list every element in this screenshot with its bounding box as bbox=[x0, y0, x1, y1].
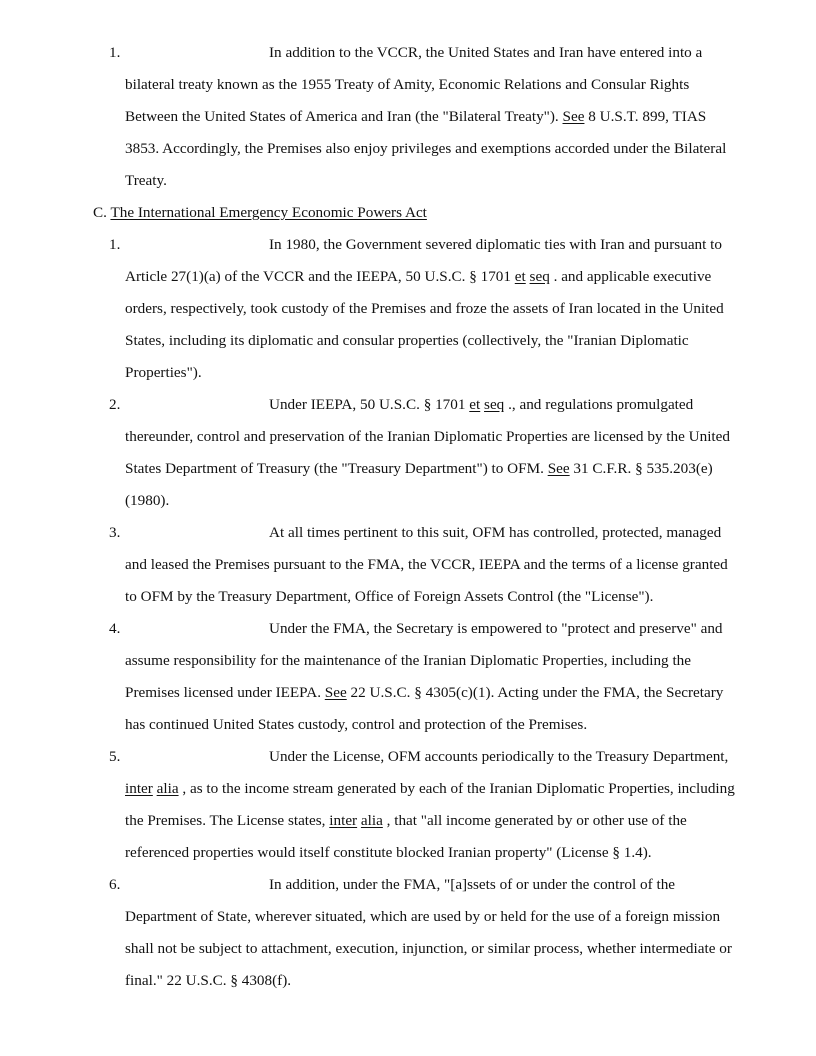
text-run: States Department of Treasury (the "Treasury Department") to OFM. bbox=[125, 460, 548, 477]
text-run: shall not be subject to attachment, execution, injunction, or similar process, whether intermediate or bbox=[125, 940, 732, 957]
citation-signal: seq bbox=[484, 396, 505, 413]
paragraph-line bbox=[125, 171, 167, 191]
paragraph-number: 2. bbox=[109, 396, 121, 413]
paragraph-line bbox=[269, 619, 723, 639]
text-run: referenced properties would itself constitute blocked Iranian property" (License § 1.4). bbox=[125, 844, 652, 861]
text-run: Properties"). bbox=[125, 364, 202, 381]
paragraph-line bbox=[125, 363, 202, 383]
paragraph-line bbox=[125, 491, 169, 511]
text-run: to OFM by the Treasury Department, Office of Foreign Assets Control (the "License"). bbox=[125, 588, 654, 605]
text-run: Between the United States of America and Iran (the "Bilateral Treaty"). bbox=[125, 108, 563, 125]
citation-signal: seq bbox=[529, 268, 550, 285]
paragraph-line bbox=[125, 299, 724, 319]
text-run: thereunder, control and preservation of the Iranian Diplomatic Properties are licensed by the United bbox=[125, 428, 730, 445]
text-run: Under the FMA, the Secretary is empowered to "protect and preserve" and bbox=[269, 620, 723, 637]
text-run: Premises licensed under IEEPA. bbox=[125, 684, 325, 701]
text-run: and leased the Premises pursuant to the FMA, the VCCR, IEEPA and the terms of a license granted bbox=[125, 556, 728, 573]
paragraph-line bbox=[125, 555, 728, 575]
text-run: the Premises. The License states, bbox=[125, 812, 330, 829]
citation-signal: See bbox=[562, 108, 585, 125]
citation-signal: See bbox=[324, 684, 347, 701]
citation-signal: inter bbox=[125, 780, 153, 797]
text-run: Under IEEPA, 50 U.S.C. § 1701 bbox=[269, 396, 470, 413]
citation-signal: See bbox=[547, 460, 570, 477]
text-run: 31 C.F.R. § 535.203(e) bbox=[569, 460, 713, 477]
paragraph-line bbox=[125, 939, 732, 959]
text-run: 3853. Accordingly, the Premises also enjoy privileges and exemptions accorded under the Bilateral bbox=[125, 140, 727, 157]
paragraph-line bbox=[125, 427, 730, 447]
text-run: bilateral treaty known as the 1955 Treaty of Amity, Economic Relations and Consular Rights bbox=[125, 76, 690, 93]
paragraph-line bbox=[125, 843, 652, 863]
paragraph-line bbox=[125, 267, 711, 287]
text-run: , as to the income stream generated by each of the Iranian Diplomatic Properties, including bbox=[178, 780, 735, 797]
citation-signal: alia bbox=[360, 812, 383, 829]
paragraph-number: 5. bbox=[109, 748, 121, 765]
text-run: final." 22 U.S.C. § 4308(f). bbox=[125, 972, 292, 989]
paragraph-line bbox=[125, 75, 689, 95]
citation-signal: alia bbox=[156, 780, 179, 797]
paragraph-line bbox=[125, 811, 687, 831]
paragraph-number: 1. bbox=[109, 44, 121, 61]
text-run: In addition to the VCCR, the United States and Iran have entered into a bbox=[269, 44, 703, 61]
paragraph-line bbox=[125, 971, 291, 991]
paragraph-line bbox=[125, 587, 653, 607]
paragraph-line bbox=[269, 747, 728, 767]
text-run: . and applicable executive bbox=[549, 268, 712, 285]
paragraph-line bbox=[125, 779, 735, 799]
text-run: In addition, under the FMA, "[a]ssets of or under the control of the bbox=[269, 876, 676, 893]
paragraph-line bbox=[269, 43, 702, 63]
section-heading-label: C. bbox=[93, 204, 111, 221]
section-heading bbox=[93, 203, 427, 223]
text-run: assume responsibility for the maintenance of the Iranian Diplomatic Properties, including the bbox=[125, 652, 692, 669]
paragraph-line bbox=[125, 459, 713, 479]
paragraph-number: 4. bbox=[109, 620, 121, 637]
text-run: States, including its diplomatic and consular properties (collectively, the "Iranian Diplomatic bbox=[125, 332, 689, 349]
text-run: In 1980, the Government severed diplomatic ties with Iran and pursuant to bbox=[269, 236, 722, 253]
citation-signal: et bbox=[514, 268, 526, 285]
paragraph-number: 3. bbox=[109, 524, 121, 541]
paragraph-line bbox=[125, 683, 723, 703]
text-run: , that "all income generated by or other use of the bbox=[382, 812, 687, 829]
citation-signal: inter bbox=[329, 812, 358, 829]
paragraph-line bbox=[125, 331, 689, 351]
text-run: ., and regulations promulgated bbox=[504, 396, 694, 413]
paragraph-number: 1. bbox=[109, 236, 121, 253]
paragraph-line bbox=[269, 395, 693, 415]
paragraph-line bbox=[125, 907, 720, 927]
text-run: (1980). bbox=[125, 492, 170, 509]
text-run: 8 U.S.T. 899, TIAS bbox=[584, 108, 707, 125]
paragraph-line bbox=[269, 235, 722, 255]
text-run: At all times pertinent to this suit, OFM has controlled, protected, managed bbox=[269, 524, 722, 541]
text-run: Under the License, OFM accounts periodically to the Treasury Department, bbox=[269, 748, 729, 765]
text-run: Treaty. bbox=[125, 172, 167, 189]
citation-signal: et bbox=[469, 396, 481, 413]
paragraph-line bbox=[125, 107, 706, 127]
text-run: 22 U.S.C. § 4305(c)(1). Acting under the FMA, the Secretary bbox=[346, 684, 724, 701]
text-run: has continued United States custody, control and protection of the Premises. bbox=[125, 716, 588, 733]
text-run: Article 27(1)(a) of the VCCR and the IEEPA, 50 U.S.C. § 1701 bbox=[125, 268, 515, 285]
paragraph-line bbox=[125, 715, 587, 735]
paragraph-line bbox=[125, 651, 691, 671]
text-run: orders, respectively, took custody of the Premises and froze the assets of Iran located in the United bbox=[125, 300, 724, 317]
paragraph-number: 6. bbox=[109, 876, 121, 893]
paragraph-line bbox=[269, 523, 721, 543]
section-heading-title: The International Emergency Economic Powers Act bbox=[110, 204, 427, 221]
text-run: Department of State, wherever situated, which are used by or held for the use of a foreign mission bbox=[125, 908, 721, 925]
paragraph-line bbox=[125, 139, 726, 159]
paragraph-line bbox=[269, 875, 675, 895]
